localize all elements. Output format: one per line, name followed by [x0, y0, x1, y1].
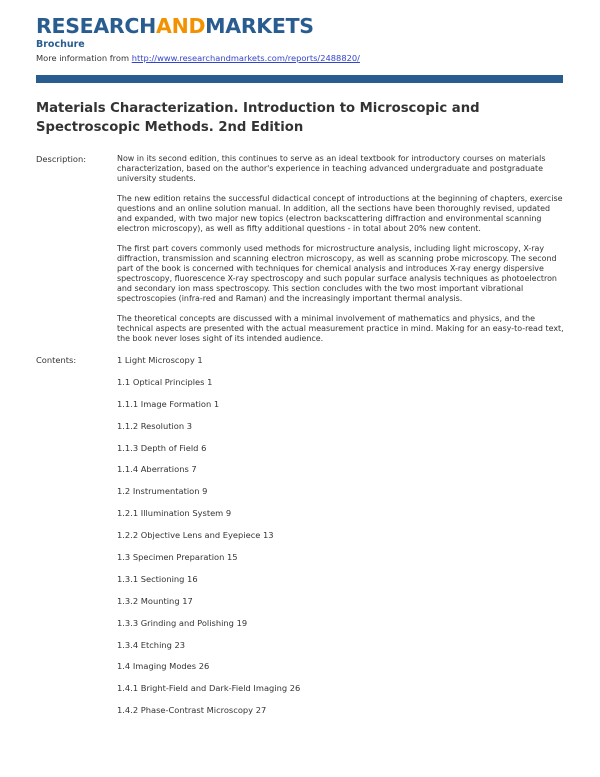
- contents-item: 1.2 Instrumentation 9: [117, 486, 208, 497]
- contents-item: 1.3.3 Grinding and Polishing 19: [117, 617, 248, 628]
- contents-item: 1.4.1 Bright-Field and Dark-Field Imaging 26: [117, 683, 301, 694]
- contents-list: [117, 354, 300, 726]
- document-title: Materials Characterization. Introduction to Microscopic and Spectroscopic Methods. 2nd Edition: [36, 101, 480, 135]
- contents-item: 1.3 Specimen Preparation 15: [117, 552, 238, 563]
- contents-label: Contents:: [36, 355, 77, 365]
- contents-item: 1.1 Optical Principles 1: [117, 376, 213, 387]
- contents-item: 1.2.2 Objective Lens and Eyepiece 13: [117, 530, 274, 541]
- logo-markets: MARKETS: [205, 14, 314, 38]
- report-link[interactable]: http://www.researchandmarkets.com/reports/2488820/: [131, 53, 360, 63]
- more-info-prefix: More information from: [36, 53, 132, 63]
- contents-item: 1.1.1 Image Formation 1: [117, 398, 220, 409]
- description-paragraph: The new edition retains the successful didactical concept of introductions at the beginning of chapters, exercise questions and an online solution manual. In addition, all the sections have been thoroughly revised, updated and expanded, with two major new topics (electron backscattering diffraction and environmental scanning electron microscopy), as well as fifty additional questions - in total about 20% new content.: [117, 194, 563, 233]
- description-paragraph: The first part covers commonly used methods for microstructure analysis, including light microscopy, X-ray diffraction, transmission and scanning electron microscopy, as well as scanning probe microscopy. The second part of the book is concerned with techniques for chemical analysis and introduces X-ray energy dispersive spectroscopy, fluorescence X-ray spectroscopy and such popular surface analysis techniques as photoelectron and secondary ion mass spectroscopy. This section concludes with the two most important vibrational spectroscopies (infra-red and Raman) and the increasingly important thermal analysis.: [117, 244, 557, 303]
- contents-item: 1.1.2 Resolution 3: [117, 420, 193, 431]
- logo-and: AND: [156, 14, 206, 38]
- contents-item: 1.2.1 Illumination System 9: [117, 508, 232, 519]
- contents-item: 1 Light Microscopy 1: [117, 355, 203, 365]
- contents-item: 1.1.4 Aberrations 7: [117, 464, 197, 475]
- brand-logo: [36, 14, 314, 38]
- description-paragraph: The theoretical concepts are discussed with a minimal involvement of mathematics and physics, and the technical aspects are presented with the actual measurement practice in mind. Making for an easy-to-read text, the book never loses sight of its intended audience.: [117, 314, 564, 343]
- contents-item: 1.4.2 Phase-Contrast Microscopy 27: [117, 705, 267, 716]
- brochure-label: Brochure: [36, 39, 85, 50]
- contents-item: 1.3.1 Sectioning 16: [117, 573, 198, 584]
- description-label: Description:: [36, 154, 87, 164]
- description-body: [117, 154, 565, 354]
- contents-item: 1.4 Imaging Modes 26: [117, 661, 210, 672]
- contents-item: 1.3.4 Etching 23: [117, 639, 186, 650]
- logo-research: RESEARCH: [36, 14, 157, 38]
- contents-item: 1.1.3 Depth of Field 6: [117, 442, 207, 453]
- description-paragraph: Now in its second edition, this continues to serve as an ideal textbook for introductory courses on materials characterization, based on the author's experience in teaching advanced undergraduate and postgraduate university students.: [117, 154, 546, 183]
- contents-item: 1.3.2 Mounting 17: [117, 595, 193, 606]
- more-info-line: [36, 53, 360, 63]
- header-divider-bar: [36, 75, 563, 83]
